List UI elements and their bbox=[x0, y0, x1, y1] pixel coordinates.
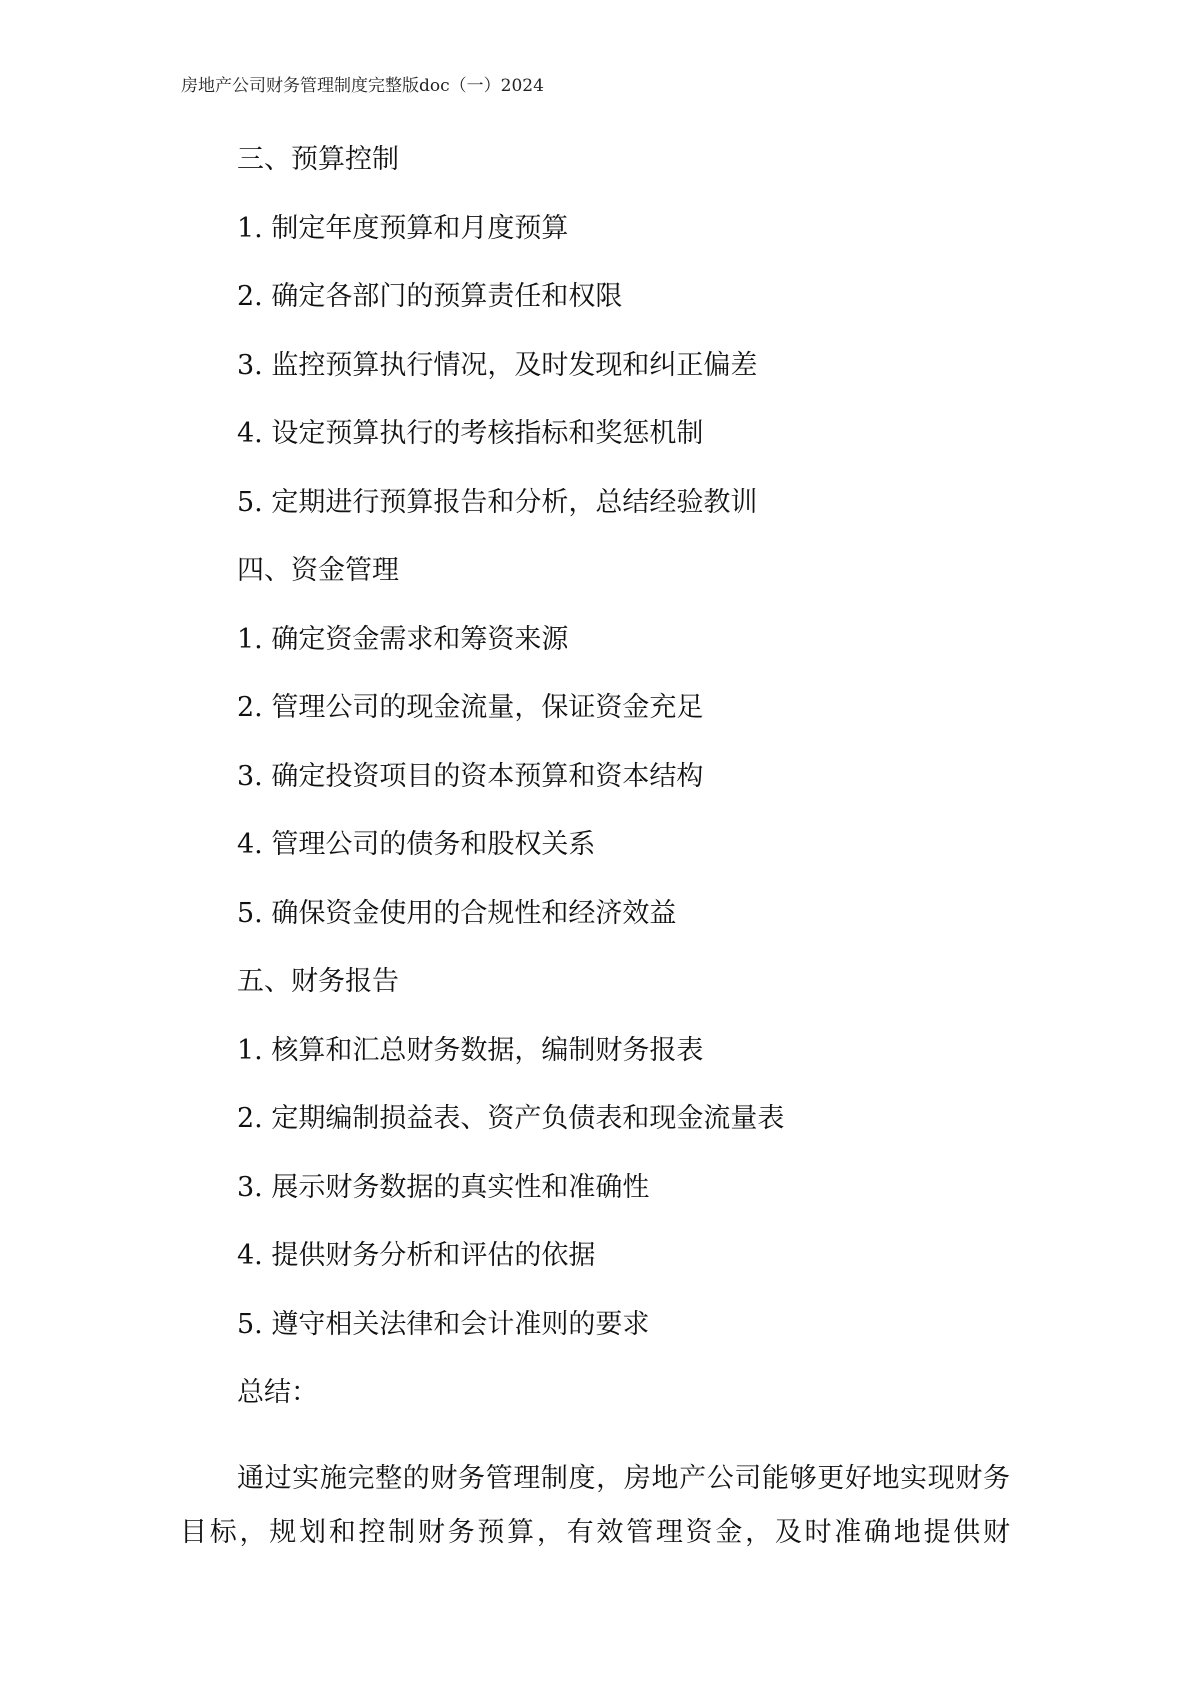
list-item: 2. 管理公司的现金流量，保证资金充足 bbox=[237, 692, 704, 723]
list-item: 2. 定期编制损益表、资产负债表和现金流量表 bbox=[237, 1103, 785, 1134]
document-body bbox=[180, 138, 1010, 1560]
running-header: 房地产公司财务管理制度完整版doc（一）2024 bbox=[181, 76, 544, 96]
summary-label: 总结： bbox=[237, 1377, 318, 1408]
list-item: 1. 核算和汇总财务数据，编制财务报表 bbox=[237, 1034, 704, 1066]
list-item: 5. 遵守相关法律和会计准则的要求 bbox=[237, 1308, 650, 1340]
list-item: 2. 确定各部门的预算责任和权限 bbox=[237, 281, 623, 312]
list-item: 4. 管理公司的债务和股权关系 bbox=[237, 829, 596, 860]
section-heading-fund-management: 四、资金管理 bbox=[237, 555, 399, 586]
list-item: 3. 确定投资项目的资本预算和资本结构 bbox=[237, 760, 704, 792]
summary-paragraph: 通过实施完整的财务管理制度，房地产公司能够更好地实现财务目标，规划和控制财务预算，有效管理资金，及时准确地提供财 bbox=[180, 1462, 1010, 1548]
list-item: 5. 定期进行预算报告和分析，总结经验教训 bbox=[237, 486, 758, 518]
list-item: 4. 提供财务分析和评估的依据 bbox=[237, 1240, 596, 1271]
section-heading-budget-control: 三、预算控制 bbox=[237, 144, 399, 175]
section-heading-financial-reporting: 五、财务报告 bbox=[237, 966, 399, 997]
list-item: 3. 监控预算执行情况，及时发现和纠正偏差 bbox=[237, 349, 758, 381]
list-item: 1. 确定资金需求和筹资来源 bbox=[237, 623, 569, 655]
list-item: 4. 设定预算执行的考核指标和奖惩机制 bbox=[237, 418, 704, 449]
list-item: 5. 确保资金使用的合规性和经济效益 bbox=[237, 897, 677, 929]
list-item: 1. 制定年度预算和月度预算 bbox=[237, 212, 569, 244]
list-item: 3. 展示财务数据的真实性和准确性 bbox=[237, 1171, 650, 1203]
